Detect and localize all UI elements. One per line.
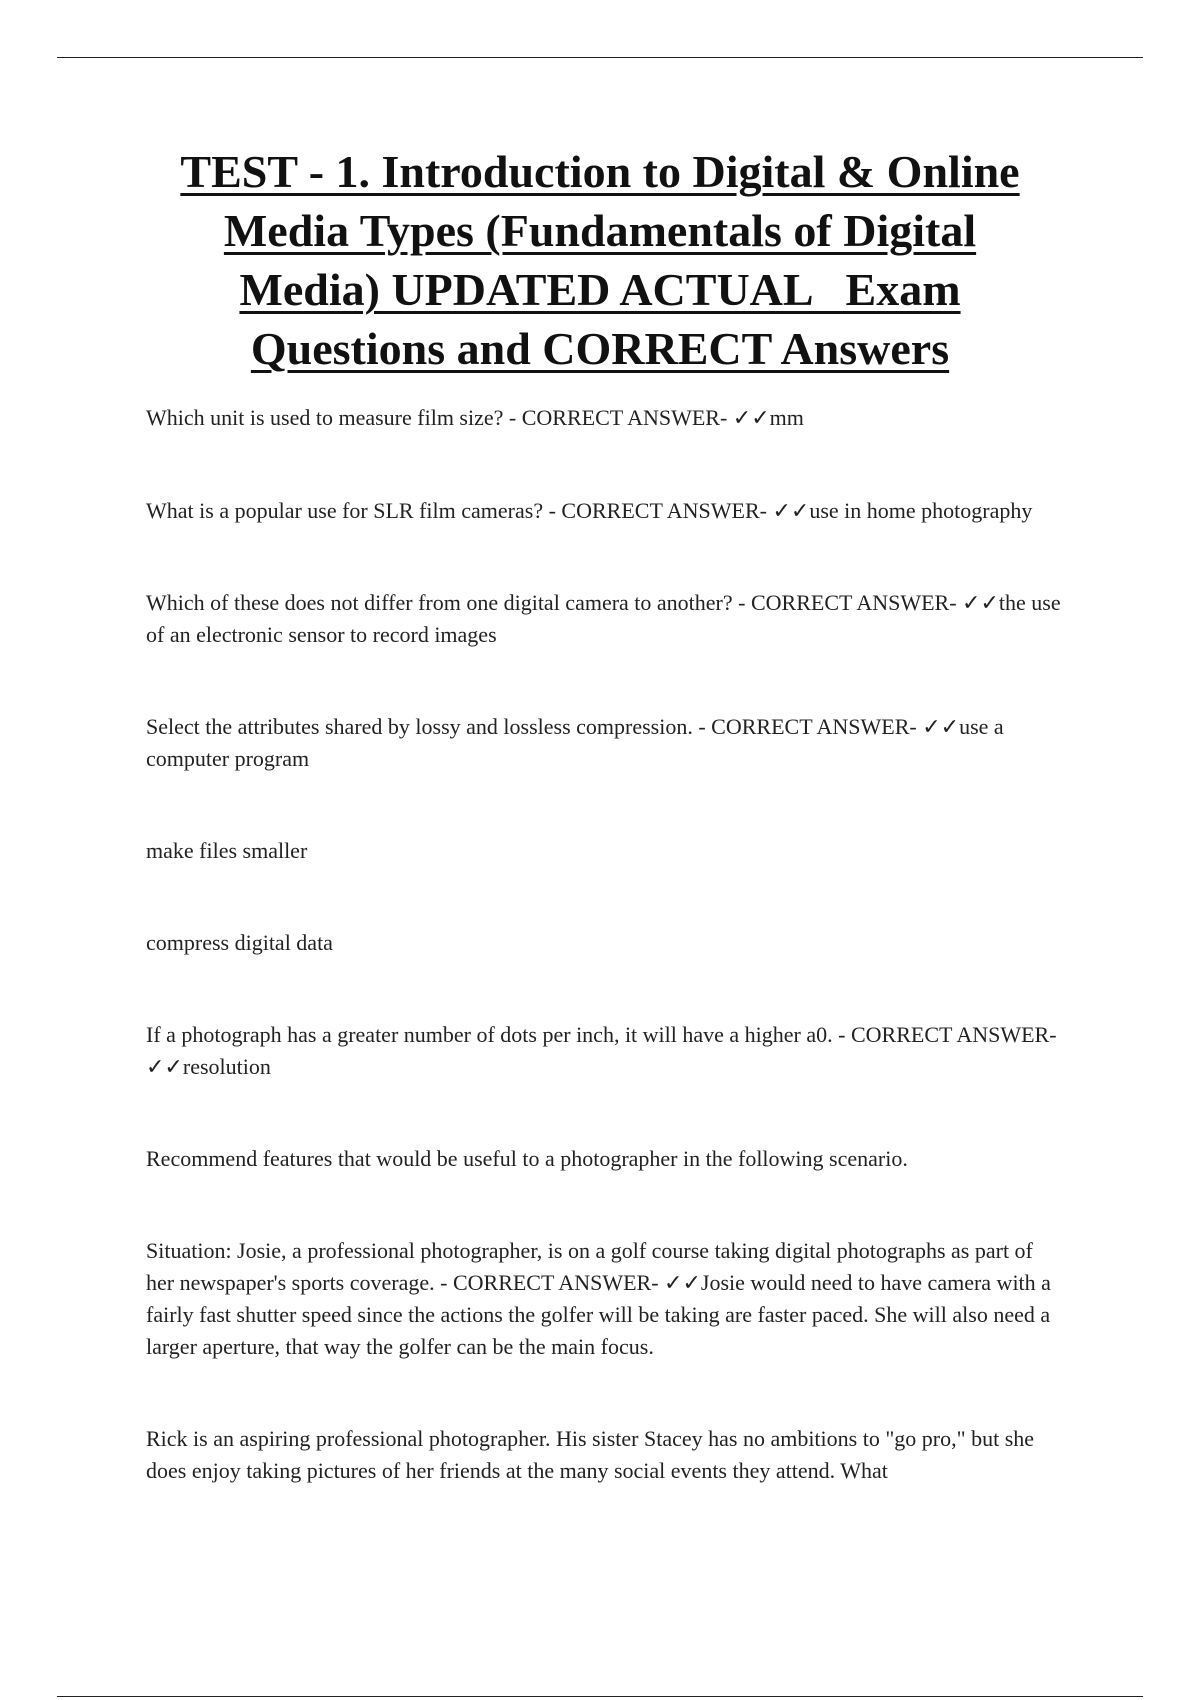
footer-rule bbox=[57, 1696, 1143, 1697]
question-film-size: Which unit is used to measure film size? - CORRECT ANSWER- ✓✓mm bbox=[146, 405, 804, 430]
question-recommend-features: Recommend features that would be useful to a photographer in the following scenario. bbox=[146, 1146, 908, 1171]
question-rick-stacey: Rick is an aspiring professional photographer. His sister Stacey has no ambitions to "go pro," but she does enjoy taking pictures of her friends at the many social events they attend. What bbox=[146, 1426, 1040, 1483]
question-dpi: If a photograph has a greater number of dots per inch, it will have a higher a0. - CORRECT ANSWER- ✓✓resolution bbox=[146, 1022, 1063, 1079]
document-body bbox=[146, 402, 1066, 1487]
answer-line-smaller-files: make files smaller bbox=[146, 838, 308, 863]
question-situation-josie: Situation: Josie, a professional photographer, is on a golf course taking digital photographs as part of her newspaper's sports coverage. - CORRECT ANSWER- ✓✓Josie would need to have camera with a fairly fast shutter speed since the actions the golfer will be taking are faster paced. She will also need a larger aperture, that way the golfer can be the main focus. bbox=[146, 1238, 1057, 1359]
question-slr-use: What is a popular use for SLR film cameras? - CORRECT ANSWER- ✓✓use in home photography bbox=[146, 498, 1033, 523]
document-title: TEST - 1. Introduction to Digital & Online Media Types (Fundamentals of Digital Media) UPDATED ACTUAL Exam Questions and CORRECT Answers bbox=[180, 146, 1020, 374]
question-compression: Select the attributes shared by lossy and lossless compression. - CORRECT ANSWER- ✓✓use a computer program bbox=[146, 714, 1010, 771]
answer-line-compress-data: compress digital data bbox=[146, 930, 333, 955]
header-rule bbox=[57, 57, 1143, 58]
question-digital-camera: Which of these does not differ from one digital camera to another? - CORRECT ANSWER- ✓✓the use of an electronic sensor to record images bbox=[146, 590, 1067, 647]
